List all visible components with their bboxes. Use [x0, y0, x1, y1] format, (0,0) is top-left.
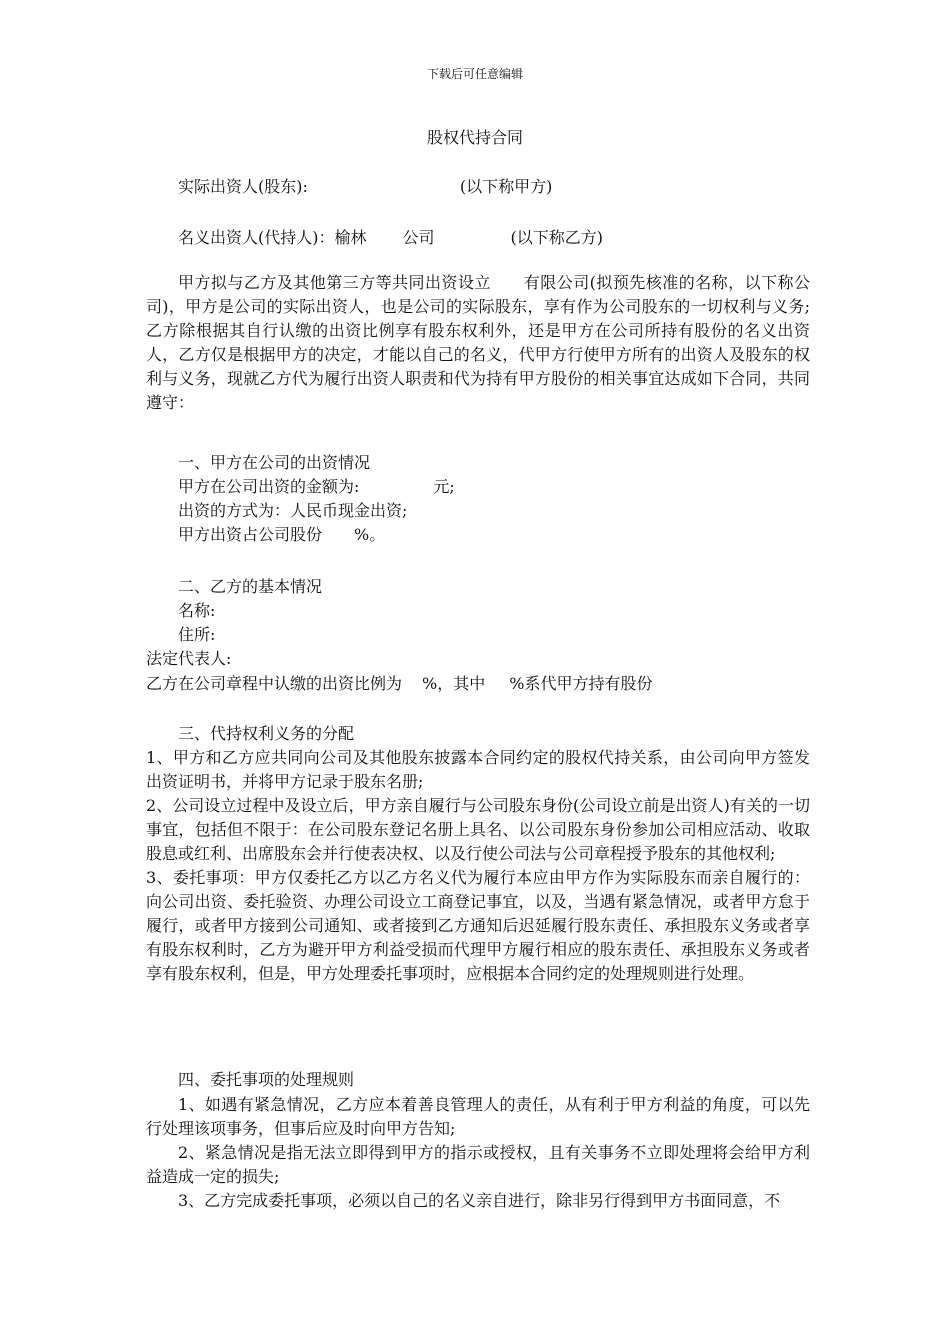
preamble-paragraph: 甲方拟与乙方及其他第三方等共同出资设立 有限公司(拟预先核准的名称，以下称公司)，甲方是公司的实际出资人，也是公司的实际股东，享有作为公司股东的一切权利与义务;乙方除根据其自行认缴的出资比例享有股东权利外，还是甲方在公司所持有股份的名义出资人，乙方仅是根据甲方的决定，才能以自己的名义，代甲方行使甲方所有的出资人及股东的权利与义务，现就乙方代为履行出资人职责和代为持有甲方股份的相关事宜达成如下合同，共同遵守：	[146, 273, 810, 412]
section1-share-line	[178, 525, 385, 545]
nominal-investor-line	[178, 228, 603, 248]
section1-share-unit: %。	[354, 525, 386, 544]
actual-investor-suffix: (以下称甲方)	[459, 177, 553, 196]
section1-heading: 一、甲方在公司的出资情况	[178, 453, 371, 472]
section1-method: 出资的方式为：人民币现金出资;	[178, 501, 408, 520]
section3-item3: 3、委托事项：甲方仅委托乙方以乙方名义代为履行本应由甲方作为实际股东而亲自履行的：向公司出资、委托验资、办理公司设立工商登记事宜，以及，当遇有紧急情况，或者甲方怠于履行，或者甲方接到公司通知、或者接到乙方通知后迟延履行股东责任、承担股东义务或者享有股东权利时，乙方为避开甲方利益受损而代理甲方履行相应的股东责任、承担股东义务或者享有股东权利，但是，甲方处理委托事项时，应根据本合同约定的处理规则进行处理。	[146, 868, 810, 983]
section1-amount-unit: 元;	[433, 477, 455, 496]
section4-body	[146, 1093, 810, 1213]
section3-item1: 1、甲方和乙方应共同向公司及其他股东披露本合同约定的股权代持关系，由公司向甲方签发出资证明书，并将甲方记录于股东名册;	[146, 748, 810, 791]
nominal-investor-label: 名义出资人(代持人)：榆林	[178, 228, 367, 247]
header-note: 下载后可任意编辑	[426, 67, 523, 81]
actual-investor-line	[178, 177, 552, 197]
section2-ratio-a: 乙方在公司章程中认缴的出资比例为	[146, 674, 403, 693]
section2-ratio-b: %，其中	[422, 674, 486, 693]
section2-address: 住所:	[178, 625, 216, 644]
actual-investor-label: 实际出资人(股东):	[178, 177, 308, 196]
section3-heading: 三、代持权利义务的分配	[178, 724, 355, 743]
section2-name: 名称:	[178, 601, 216, 620]
section1-share-label: 甲方出资占公司股份	[178, 525, 323, 544]
document-title: 股权代持合同	[426, 128, 523, 147]
section2-ratio-line	[146, 674, 652, 694]
nominal-investor-company: 公司	[402, 228, 435, 247]
section2-heading: 二、乙方的基本情况	[178, 577, 323, 596]
section1-amount-line	[178, 477, 455, 497]
section4-item1: 1、如遇有紧急情况，乙方应本着善良管理人的责任，从有利于甲方利益的角度，可以先行处理该项事务，但事后应及时向甲方告知;	[146, 1095, 810, 1138]
section2-ratio-c: %系代甲方持有股份	[509, 674, 653, 693]
section4-heading: 四、委托事项的处理规则	[178, 1070, 355, 1089]
section1-amount-label: 甲方在公司出资的金额为:	[178, 477, 360, 496]
section2-legal-rep: 法定代表人:	[146, 649, 232, 668]
section3-body	[146, 746, 810, 986]
section4-item3: 3、乙方完成委托事项，必须以自己的名义亲自进行，除非另行得到甲方书面同意，不	[178, 1191, 781, 1210]
nominal-investor-suffix: (以下称乙方)	[510, 228, 604, 247]
section4-item2: 2、紧急情况是指无法立即得到甲方的指示或授权，且有关事务不立即处理将会给甲方利益造成一定的损失;	[146, 1143, 810, 1186]
section3-item2: 2、公司设立过程中及设立后，甲方亲自履行与公司股东身份(公司设立前是出资人)有关的一切事宜，包括但不限于：在公司股东登记名册上具名、以公司股东身份参加公司相应活动、收取股息或红利、出席股东会并行使表决权、以及行使公司法与公司章程授予股东的其他权利;	[146, 796, 810, 863]
